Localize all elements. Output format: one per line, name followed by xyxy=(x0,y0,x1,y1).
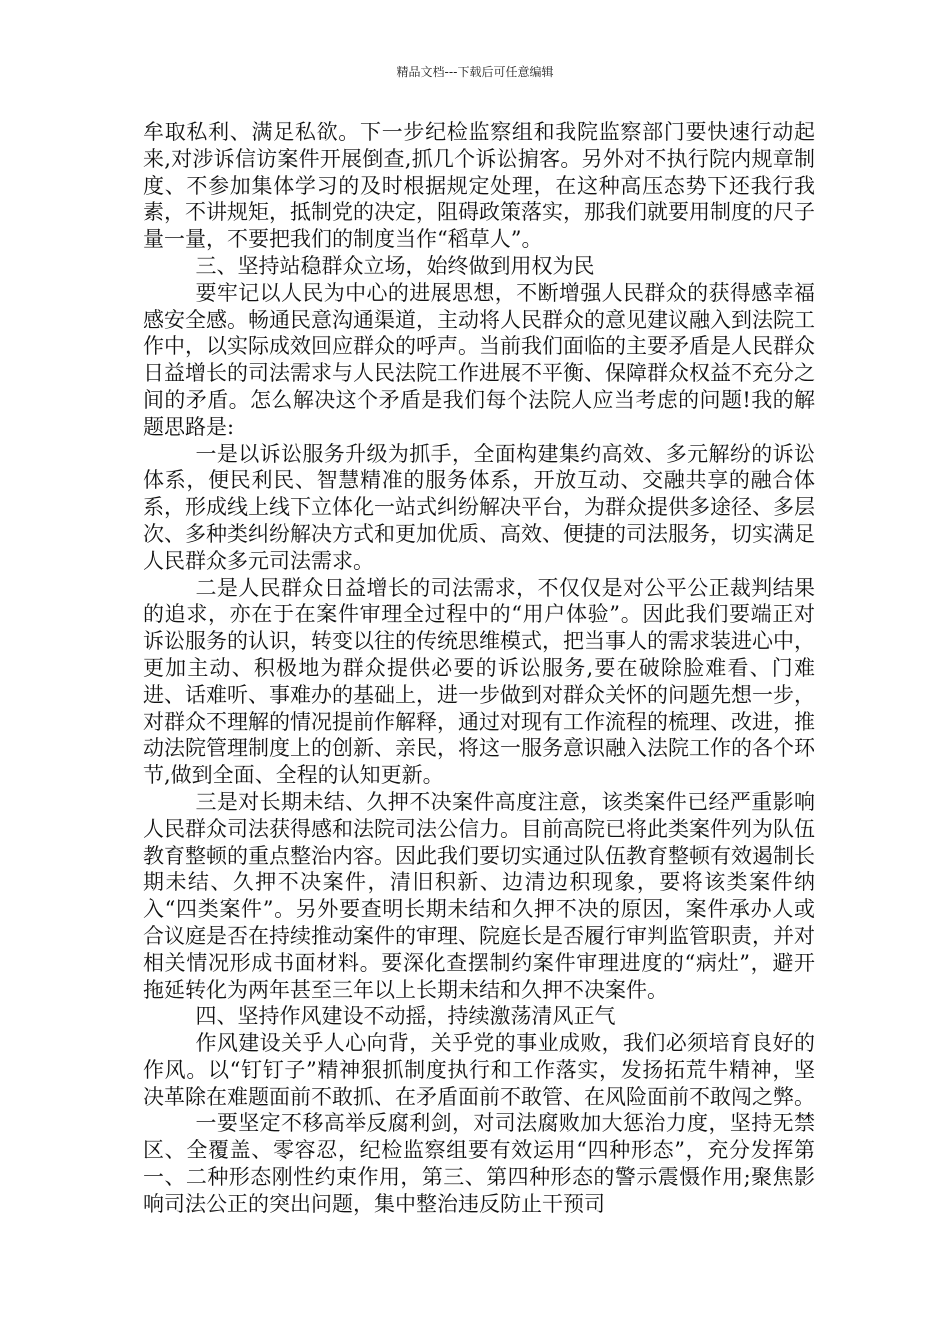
paragraph: 要牢记以人民为中心的进展思想，不断增强人民群众的获得感幸福感安全感。畅通民意沟通渠道，主动将人民群众的意见建议融入到法院工作中，以实际成效回应群众的呼声。当前我们面临的主要矛盾是人民群众日益增长的司法需求与人民法院工作进展不平衡、保障群众权益不充分之间的矛盾。怎么解决这个矛盾是我们每个法院人应当考虑的问题!我的解题思路是: xyxy=(143,280,815,439)
paragraph: 三是对长期未结、久押不决案件高度注意，该类案件已经严重影响人民群众司法获得感和法院司法公信力。目前高院已将此类案件列为队伍教育整顿的重点整治内容。因此我们要切实通过队伍教育整顿有效遏制长期未结、久押不决案件，清旧积新、边清边积现象，要将该类案件纳入“四类案件”。另外要查明长期未结和久押不决的原因，案件承办人或合议庭是否在持续推动案件的审理、院庭长是否履行审判监管职责，并对相关情况形成书面材料。要深化查摆制约案件审理进度的“病灶”，避开拖延转化为两年甚至三年以上长期未结和久押不决案件。 xyxy=(143,789,815,1002)
section-heading-3: 三、坚持站稳群众立场，始终做到用权为民 xyxy=(195,253,595,278)
paragraph: 一要坚定不移高举反腐利剑，对司法腐败加大惩治力度，坚持无禁区、全覆盖、零容忍，纪检监察组要有效运用“四种形态”，充分发挥第一、二种形态刚性约束作用，第三、第四种形态的警示震慑作用;聚焦影响司法公正的突出问题，集中整治违反防止干预司 xyxy=(143,1111,815,1216)
page-header: 精品文档---下载后可任意编辑 xyxy=(396,65,554,79)
document-body xyxy=(143,119,815,1218)
paragraph: 作风建设关乎人心向背，关乎党的事业成败，我们必须培育良好的作风。以“钉钉子”精神狠抓制度执行和工作落实，发扬拓荒牛精神，坚决革除在难题面前不敢抓、在矛盾面前不敢管、在风险面前不敢闯之弊。 xyxy=(143,1031,815,1109)
paragraph: 二是人民群众日益增长的司法需求，不仅仅是对公平公正裁判结果的追求，亦在于在案件审理全过程中的“用户体验”。因此我们要端正对诉讼服务的认识，转变以往的传统思维模式，把当事人的需求装进心中，更加主动、积极地为群众提供必要的诉讼服务,要在破除脸难看、门难进、话难听、事难办的基础上，进一步做到对群众关怀的问题先想一步，对群众不理解的情况提前作解释，通过对现有工作流程的梳理、改进，推动法院管理制度上的创新、亲民，将这一服务意识融入法院工作的各个环节,做到全面、全程的认知更新。 xyxy=(143,575,815,788)
paragraph: 一是以诉讼服务升级为抓手，全面构建集约高效、多元解纷的诉讼体系，便民利民、智慧精准的服务体系，开放互动、交融共享的融合体系，形成线上线下立体化一站式纠纷解决平台，为群众提供多途径、多层次、多种类纠纷解决方式和更加优质、高效、便捷的司法服务，切实满足人民群众多元司法需求。 xyxy=(143,441,815,573)
paragraph-continuation: 牟取私利、满足私欲。下一步纪检监察组和我院监察部门要快速行动起来,对涉诉信访案件开展倒查,抓几个诉讼掮客。另外对不执行院内规章制度、不参加集体学习的及时根据规定处理，在这种高压态势下还我行我素，不讲规矩，抵制党的决定，阻碍政策落实，那我们就要用制度的尺子量一量，不要把我们的制度当作“稻草人”。 xyxy=(143,120,815,252)
section-heading-4: 四、坚持作风建设不动摇，持续激荡清风正气 xyxy=(195,1004,616,1029)
